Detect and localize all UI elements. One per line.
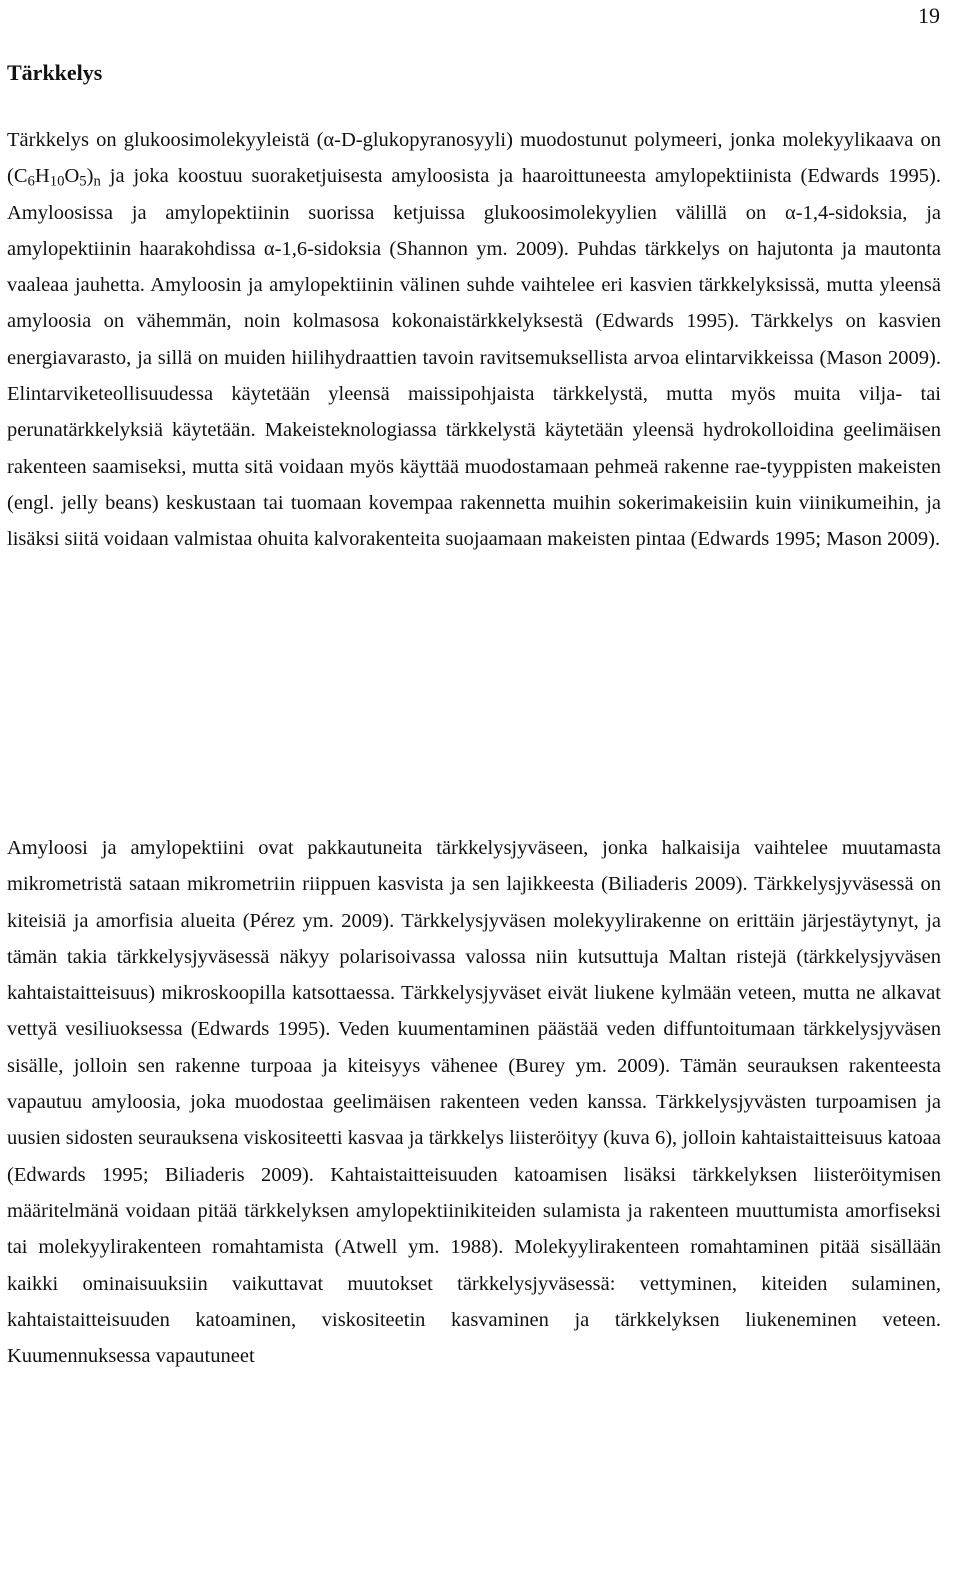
molecular-formula — [7, 165, 101, 190]
formula-n: n — [93, 173, 101, 190]
formula-open: ( — [7, 165, 14, 188]
formula-hydrogen: H — [34, 165, 50, 188]
formula-oxygen-count: 5 — [79, 173, 87, 190]
paragraph-text: Tärkkelys on glukoosimolekyyleistä (α-D-glukopyranosyyli) muodostunut polymeeri, jonka molekyylikaava on — [7, 129, 941, 151]
page-number: 19 — [918, 3, 940, 28]
formula-oxygen: O — [64, 165, 80, 188]
formula-close: ) — [86, 165, 94, 188]
formula-carbon: C — [13, 165, 28, 188]
paragraph-text-continued: ja joka koostuu suoraketjuisesta amyloosista ja haaroittuneesta amylopektiinista (Edwards 1995). Amyloosissa ja amylopektiinin suorissa ketjuissa glukoosimolekyylien välillä on α-1,4-sidoksia, ja amylopektiinin haarakohdissa α-1,6-sidoksia (Shannon ym. 2009). Puhdas tärkkelys on hajutonta ja mautonta vaaleaa jauhetta. Amyloosin ja amylopektiinin välinen suhde vaihtelee eri kasvien tärkkelyksissä, mutta yleensä amyloosia on vähemmän, noin kolmasosa kokonaistärkkelyksestä (Edwards 1995). Tärkkelys on kasvien energiavarasto, ja sillä on muiden hiilihydraattien tavoin ravitsemuksellista arvoa elintarvikkeissa (Mason 2009). Elintarviketeollisuudessa käytetään yleensä maissipohjaista tärkkelystä, mutta myös muita vilja- tai perunatärkkelyksiä käytetään. Makeisteknologiassa tärkkelystä käytetään yleensä hydrokolloidina geelimäisen rakenteen saamiseksi, mutta sitä voidaan myös käyttää muodostamaan pehmeä rakenne rae-tyyppisten makeisten (engl. jelly beans) keskustaan tai tuomaan kovempaa rakennetta muihin sokerimakeisiin kuin viinikumeihin, ja lisäksi siitä voidaan valmistaa ohuita kalvorakenteita suojaamaan makeisten pintaa (Edwards 1995; Mason 2009). — [7, 165, 941, 551]
formula-carbon-count: 6 — [27, 173, 35, 190]
section-heading: Tärkkelys — [7, 60, 103, 85]
paragraph-starch-granule: Amyloosi ja amylopektiini ovat pakkautuneita tärkkelysjyväseen, jonka halkaisija vaihtelee muutamasta mikrometristä sataan mikrometriin riippuen kasvista ja sen lajikkeesta (Biliaderis 2009). Tärkkelysjyväsessä on kiteisiä ja amorfisia alueita (Pérez ym. 2009). Tärkkelysjyväsen molekyylirakenne on erittäin järjestäytynyt, ja tämän takia tärkkelysjyväsessä näkyy polarisoivassa valossa niin kutsuttuja Maltan ristejä (tärkkelysjyväsen kahtaistaitteisuus) mikroskoopilla katsottaessa. Tärkkelysjyväset eivät liukene kylmään veteen, mutta ne alkavat vettyä vesiliuoksessa (Edwards 1995). Veden kuumentaminen päästää veden diffuntoitumaan tärkkelysjyväsen sisälle, jolloin sen rakenne turpoaa ja kiteisyys vähenee (Burey ym. 2009). Tämän seurauksen rakenteesta vapautuu amyloosia, joka muodostaa geelimäisen rakenteen veden kanssa. Tärkkelysjyvästen turpoamisen ja uusien sidosten seurauksena viskositeetti kasvaa ja tärkkelys liisteröityy (kuva 6), jolloin kahtaistaitteisuus katoaa (Edwards 1995; Biliaderis 2009). Kahtaistaitteisuuden katoamisen lisäksi tärkkelyksen liisteröitymisen määritelmänä voidaan pitää tärkkelyksen amylopektiinikiteiden sulamista ja rakenteen muuttumista amorfiseksi tai molekyylirakenteen romahtamista (Atwell ym. 1988). Molekyylirakenteen romahtaminen pitää sisällään kaikki ominaisuuksiin vaikuttavat muutokset tärkkelysjyväsessä: vettyminen, kiteiden sulaminen, kahtaistaitteisuuden katoaminen, viskositeetin kasvaminen ja tärkkelyksen liukeneminen veteen. Kuumennuksessa vapautuneet — [7, 837, 941, 1368]
formula-hydrogen-count: 10 — [49, 173, 65, 190]
paragraph-starch-intro — [7, 122, 941, 558]
